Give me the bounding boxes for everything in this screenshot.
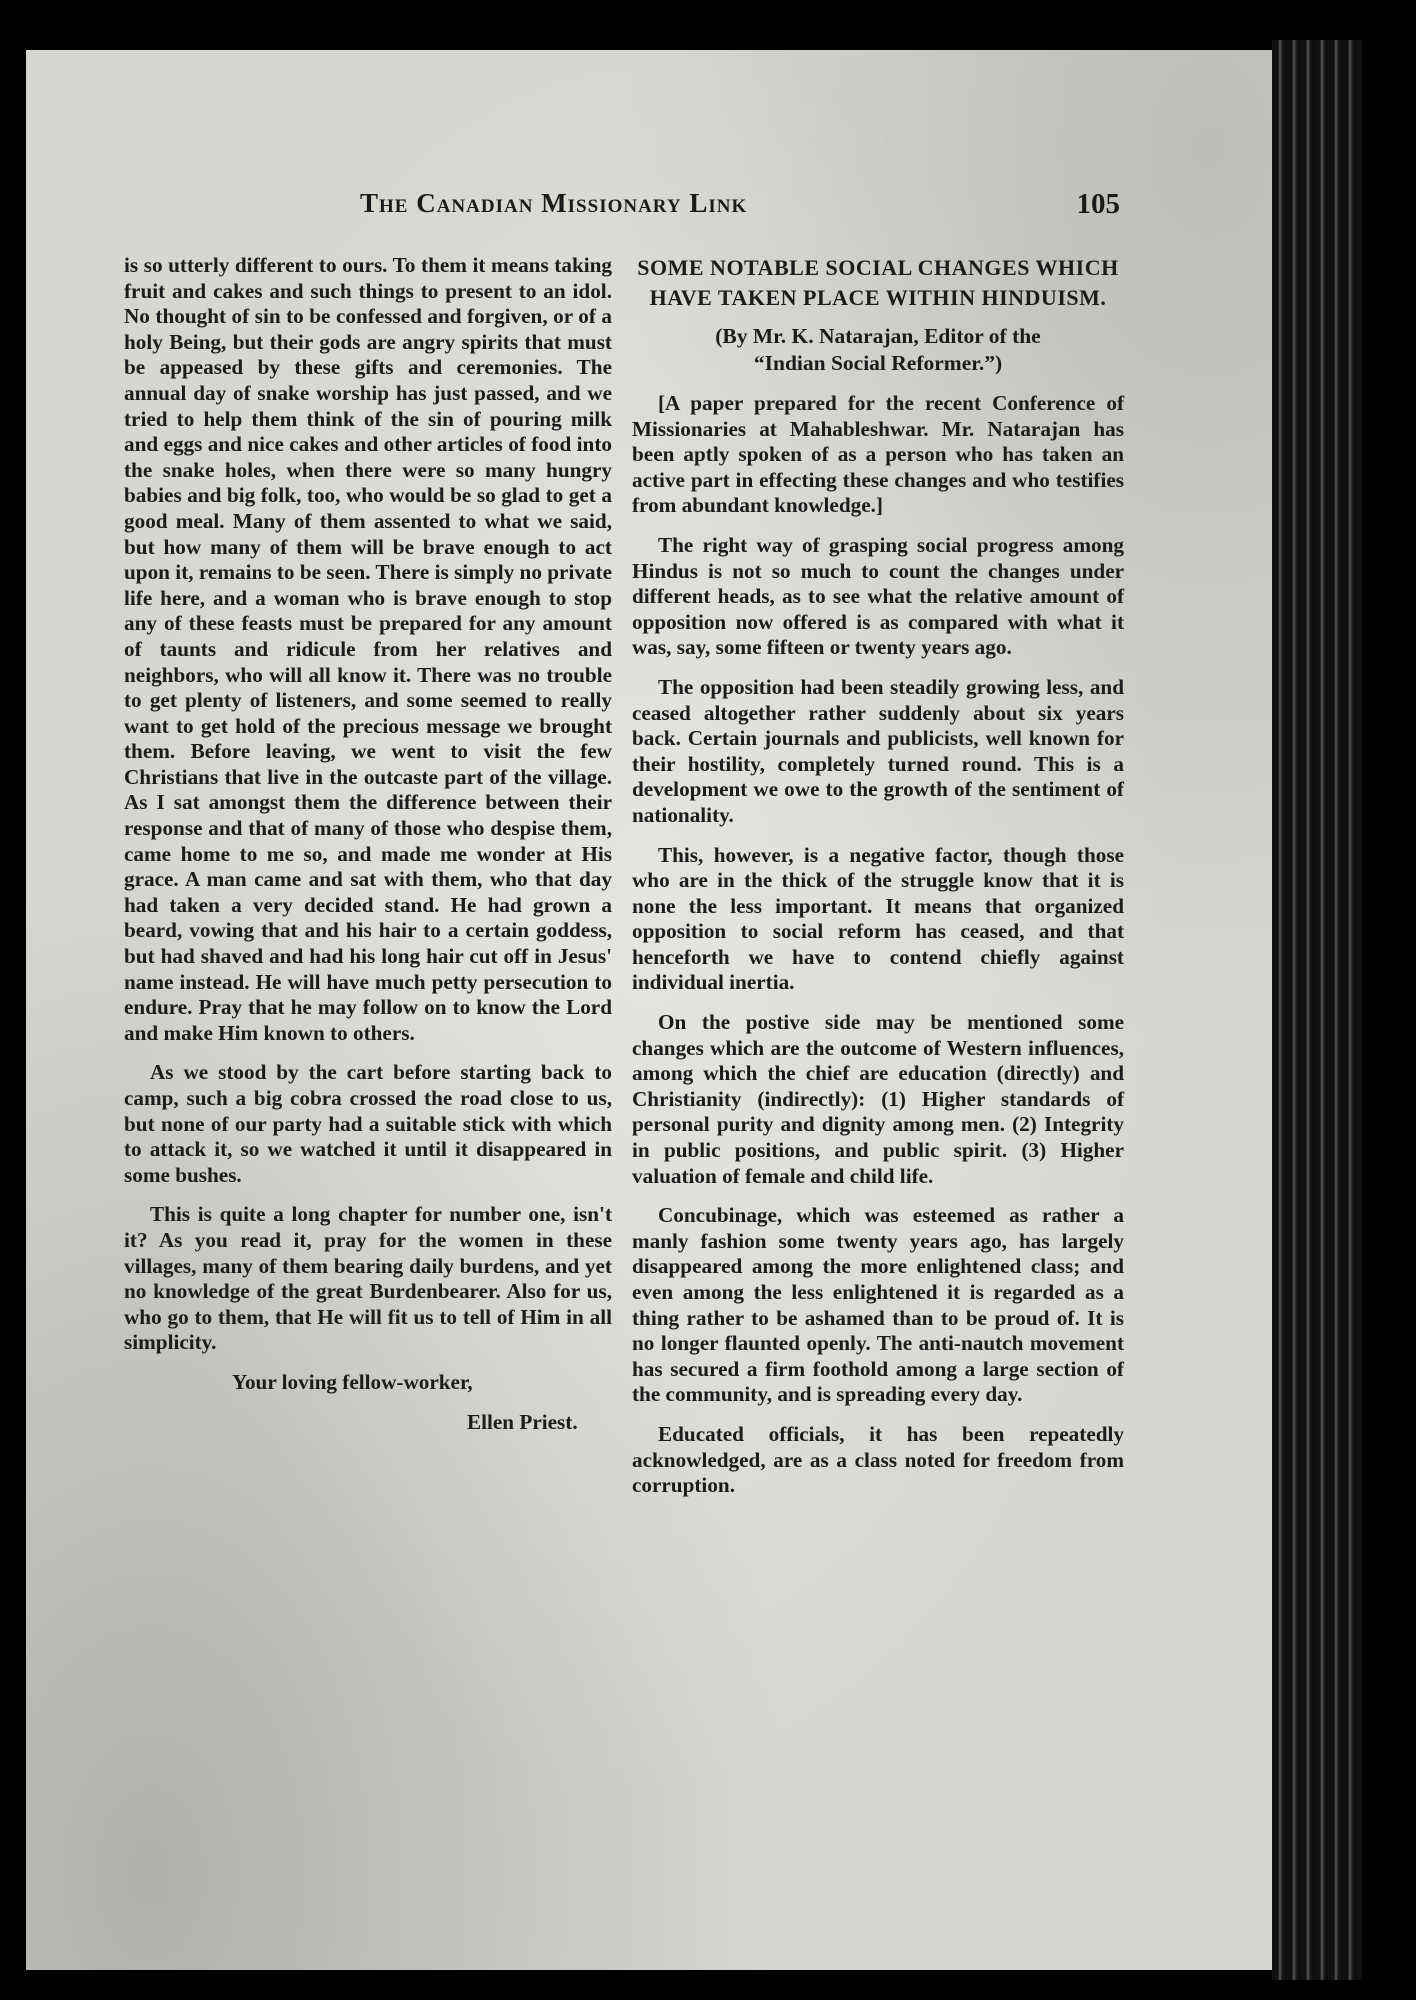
left-paragraph-2: As we stood by the cart before starting back to camp, such a big cobra crossed the road close to us, but none of our party had a suitable stick with which to attack it, so we watched it until it disappeared in some bushes. [124, 1060, 612, 1187]
letter-signature: Ellen Priest. [467, 1409, 578, 1434]
article-byline [632, 323, 1124, 377]
right-paragraph-3: This, however, is a negative factor, though those who are in the thick of the struggle know that it is none the less important. It means that organized opposition to social reform has ceased, and that henceforth we have to contend chiefly against individual inertia. [632, 842, 1124, 995]
left-paragraph-3: This is quite a long chapter for number one, isn't it? As you read it, pray for the women in these villages, many of them bearing daily burdens, and yet no knowledge of the great Burdenbearer. Also for us, who go to them, that He will fit us to tell of Him in all simplicity. [124, 1202, 612, 1355]
running-head [360, 188, 1120, 222]
right-column [632, 253, 1124, 1513]
right-paragraph-5: Concubinage, which was esteemed as rather a manly fashion some twenty years ago, has largely disappeared among the more enlightened class; and even among the less enlightened it is regarded as a thing rather to be ashamed than to be proud of. It is no longer flaunted openly. The anti-nautch movement has secured a firm foothold among a large section of the community, and is spreading every day. [632, 1203, 1124, 1407]
left-column [124, 253, 612, 1449]
byline-publication: “Indian Social Reformer.”) [753, 351, 1003, 375]
editor-note: [A paper prepared for the recent Conference of Missionaries at Mahableshwar. Mr. Natarajan has been aptly spoken of as a person who has taken an active part in effecting these changes and who testifies from abundant knowledge.] [632, 391, 1124, 518]
right-paragraph-2: The opposition had been steadily growing less, and ceased altogether rather suddenly about six years back. Certain journals and publicists, well known for their hostility, completely turned round. This is a development we owe to the growth of the sentiment of nationality. [632, 674, 1124, 827]
book-binding-edge [1272, 40, 1362, 1980]
left-paragraph-1: is so utterly different to ours. To them it means taking fruit and cakes and such things to present to an idol. No thought of sin to be confessed and forgiven, or of a holy Being, but their gods are angry spirits that must be appeased by these gifts and ceremonies. The annual day of snake worship has just passed, and we tried to help them think of the sin of pouring milk and eggs and nice cakes and other articles of food into the snake holes, when there were so many hungry babies and big folk, too, who would be so glad to get a good meal. Many of them assented to what we said, but how many of them will be brave enough to act upon it, remains to be seen. There is simply no private life here, and a woman who is brave enough to stop any of these feasts must be prepared for any amount of taunts and ridicule from her relatives and neighbors, who will all know it. There was no trouble to get plenty of listeners, and some seemed to really want to get hold of the precious message we brought them. Before leaving, we went to visit the few Christians that live in the outcaste part of the village. As I sat amongst them the difference between their response and that of many of those who despise them, came home to me so, and made me wonder at His grace. A man came and sat with them, who that day had taken a very decided stand. He had grown a beard, vowing that and his hair to a certain goddess, but had shaved and had his long hair cut off in Jesus' name instead. He will have much petty persecution to endure. Pray that he may follow on to know the Lord and make Him known to others. [124, 253, 612, 1045]
right-paragraph-6: Educated officials, it has been repeatedly acknowledged, are as a class noted for freedom from corruption. [632, 1421, 1124, 1498]
page-number: 105 [1076, 188, 1120, 220]
running-head-title: The Canadian Missionary Link [360, 188, 748, 218]
right-paragraph-1: The right way of grasping social progress among Hindus is not so much to count the changes under different heads, as to see what the relative amount of opposition now offered is as compared with what it was, say, some fifteen or twenty years ago. [632, 532, 1124, 660]
article-title: SOME NOTABLE SOCIAL CHANGES WHICH HAVE TAKEN PLACE WITHIN HINDUISM. [637, 255, 1119, 310]
right-paragraph-4: On the postive side may be mentioned some changes which are the outcome of Western influences, among which the chief are education (directly) and Christianity (indirectly): (1) Higher standards of personal purity and dignity among men. (2) Integrity in public positions, and public spirit. (3) Higher valuation of female and child life. [632, 1010, 1124, 1188]
byline-author: (By Mr. K. Natarajan, Editor of the [715, 324, 1041, 348]
letter-closing: Your loving fellow-worker, [232, 1369, 473, 1394]
